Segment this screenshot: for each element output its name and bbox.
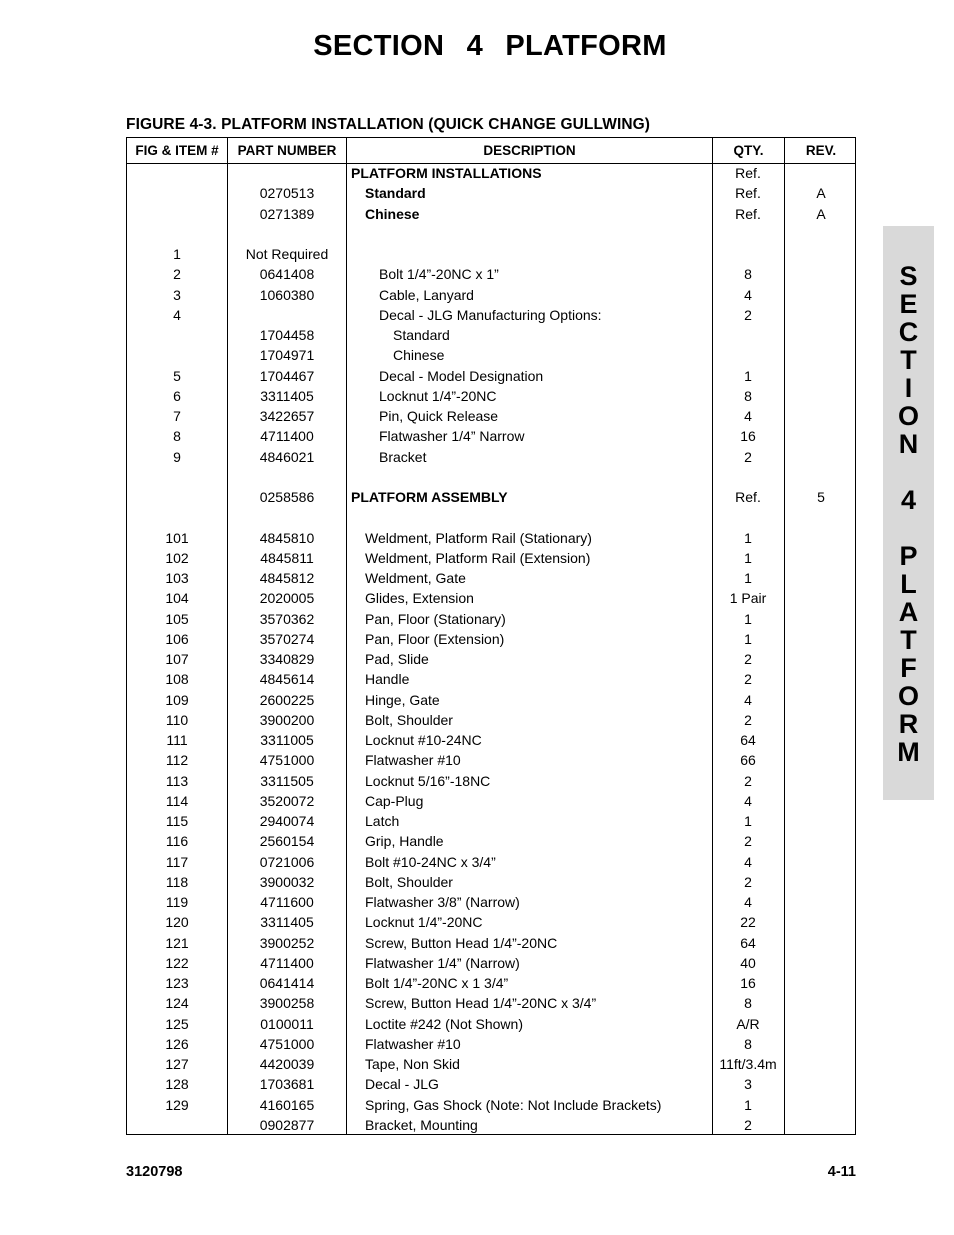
table-row xyxy=(127,224,855,244)
description-cell: Weldment, Gate xyxy=(365,570,466,586)
description-cell: Flatwasher #10 xyxy=(365,1035,461,1052)
description-cell: Locknut #10-24NC xyxy=(365,732,482,748)
part-number-cell: 3311405 xyxy=(260,387,314,404)
description-cell: Locknut 1/4”-20NC xyxy=(365,914,483,931)
fig-item-cell: 125 xyxy=(165,1015,189,1032)
part-number-cell: 4845812 xyxy=(259,570,315,586)
side-tab-letter: E xyxy=(899,289,918,319)
part-number-cell: 0270513 xyxy=(259,185,315,202)
description-cell: Decal - Model Designation xyxy=(379,367,544,384)
table-row xyxy=(127,973,855,993)
table-row xyxy=(127,892,855,912)
part-number-cell: 3570362 xyxy=(259,610,315,627)
fig-item-cell: 111 xyxy=(166,732,188,748)
qty-cell: 11ft/3.4m xyxy=(719,1056,777,1072)
side-tab-letter xyxy=(883,514,934,542)
parts-table xyxy=(126,137,856,1135)
table-row xyxy=(127,852,855,872)
side-tab-letter: T xyxy=(900,345,917,375)
table-row xyxy=(127,406,855,426)
table-row xyxy=(127,1074,855,1094)
side-tab-letter: C xyxy=(898,317,919,347)
description-cell: Grip, Handle xyxy=(365,833,444,850)
part-number-cell: 4846021 xyxy=(259,448,315,465)
description-cell: Bolt, Shoulder xyxy=(365,873,453,890)
qty-cell: 1 xyxy=(744,570,752,586)
table-row xyxy=(127,568,855,588)
fig-item-cell: 102 xyxy=(165,549,189,566)
side-tab-letter: F xyxy=(900,653,917,683)
qty-cell: 16 xyxy=(740,428,756,445)
fig-item-cell: 106 xyxy=(165,630,189,647)
description-cell: Pin, Quick Release xyxy=(379,408,499,424)
part-number-cell: 4711400 xyxy=(260,428,314,445)
fig-item-cell: 7 xyxy=(173,408,181,424)
table-row xyxy=(127,467,855,487)
description-cell: Screw, Button Head 1/4”-20NC xyxy=(365,934,558,951)
side-tab-letter: O xyxy=(897,681,919,711)
qty-cell: 2 xyxy=(744,833,752,850)
header-rev: REV. xyxy=(805,143,837,158)
qty-cell: 2 xyxy=(744,1116,752,1133)
table-row xyxy=(127,1115,855,1135)
fig-item-cell: 6 xyxy=(173,387,181,404)
side-tab-letter xyxy=(883,458,934,486)
side-tab-letters xyxy=(883,262,934,766)
part-number-cell: 4420039 xyxy=(259,1056,315,1072)
description-cell: Locknut 1/4”-20NC xyxy=(379,387,497,404)
part-number-cell: 0902877 xyxy=(259,1116,315,1133)
description-cell: Standard xyxy=(393,327,450,343)
qty-cell: 3 xyxy=(744,1076,752,1093)
fig-item-cell: 127 xyxy=(165,1056,189,1072)
side-tab-letter: L xyxy=(900,569,917,599)
description-cell: Bracket, Mounting xyxy=(365,1116,478,1133)
qty-cell: 2 xyxy=(744,651,752,667)
qty-cell: 4 xyxy=(744,853,752,870)
qty-cell: 1 xyxy=(744,549,752,566)
part-number-cell: 3900032 xyxy=(259,873,315,890)
fig-item-cell: 119 xyxy=(165,894,189,910)
part-number-cell: 4845614 xyxy=(259,671,315,688)
part-number-cell: 1704458 xyxy=(259,327,315,343)
fig-item-cell: 3 xyxy=(173,286,181,303)
fig-item-cell: 103 xyxy=(165,570,189,586)
part-number-cell: 2020005 xyxy=(259,590,315,607)
table-row xyxy=(127,285,855,305)
table-row xyxy=(127,588,855,608)
table-row xyxy=(127,264,855,284)
description-cell: Hinge, Gate xyxy=(365,691,440,708)
description-cell: Pan, Floor (Stationary) xyxy=(365,610,506,627)
fig-item-cell: 101 xyxy=(165,529,189,546)
fig-item-cell: 4 xyxy=(173,306,181,323)
table-row xyxy=(127,730,855,750)
fig-item-cell: 115 xyxy=(165,813,189,829)
description-cell: Decal - JLG Manufacturing Options: xyxy=(379,306,602,323)
rev-cell: A xyxy=(816,185,826,202)
side-tab-letter: A xyxy=(898,597,919,627)
table-row xyxy=(127,710,855,730)
table-row xyxy=(127,1034,855,1054)
part-number-cell: 3340829 xyxy=(259,651,315,667)
qty-cell: Ref. xyxy=(735,185,761,202)
table-row xyxy=(127,933,855,953)
description-cell: Tape, Non Skid xyxy=(365,1056,460,1072)
part-number-cell: 1704971 xyxy=(259,347,315,364)
part-number-cell: 4711600 xyxy=(260,894,314,910)
table-row xyxy=(127,183,855,203)
description-cell: Latch xyxy=(365,813,400,829)
description-cell: PLATFORM INSTALLATIONS xyxy=(351,165,542,181)
description-cell: Weldment, Platform Rail (Stationary) xyxy=(365,529,592,546)
fig-item-cell: 120 xyxy=(165,914,189,931)
qty-cell: 4 xyxy=(744,286,752,303)
rev-cell: A xyxy=(816,205,826,222)
qty-cell: 64 xyxy=(740,934,756,951)
qty-cell: 2 xyxy=(744,772,752,789)
table-row xyxy=(127,426,855,446)
fig-item-cell: 5 xyxy=(173,367,181,384)
description-cell: Standard xyxy=(365,185,426,202)
description-cell: Flatwasher 1/4” Narrow xyxy=(379,428,525,445)
document-number: 3120798 xyxy=(126,1164,183,1180)
description-cell: PLATFORM ASSEMBLY xyxy=(351,489,508,505)
table-row xyxy=(127,386,855,406)
description-cell: Pan, Floor (Extension) xyxy=(365,630,505,647)
qty-cell: 1 Pair xyxy=(729,590,767,607)
qty-cell: Ref. xyxy=(735,489,761,505)
qty-cell: 4 xyxy=(744,894,752,910)
fig-item-cell: 123 xyxy=(165,975,189,991)
part-number-cell: 4845811 xyxy=(260,549,314,566)
fig-item-cell: 104 xyxy=(165,590,189,607)
part-number-cell: 3311505 xyxy=(260,772,314,789)
table-row xyxy=(127,1014,855,1034)
table-row xyxy=(127,447,855,467)
fig-item-cell: 107 xyxy=(165,651,189,667)
part-number-cell: 4845810 xyxy=(259,529,315,546)
description-cell: Cap-Plug xyxy=(365,792,424,809)
table-row xyxy=(127,831,855,851)
description-cell: Locknut 5/16”-18NC xyxy=(365,772,491,789)
fig-item-cell: 9 xyxy=(173,448,181,465)
table-row xyxy=(127,244,855,264)
part-number-cell: 4751000 xyxy=(259,1035,315,1052)
part-number-cell: 1703681 xyxy=(259,1076,315,1093)
table-row xyxy=(127,993,855,1013)
description-cell: Chinese xyxy=(365,205,420,222)
qty-cell: Ref. xyxy=(735,205,761,222)
fig-item-cell: 128 xyxy=(165,1076,189,1093)
table-row xyxy=(127,771,855,791)
qty-cell: 40 xyxy=(740,954,756,971)
part-number-cell: 3900200 xyxy=(259,711,315,728)
description-cell: Spring, Gas Shock (Note: Not Include Brackets) xyxy=(365,1096,662,1113)
section-title: SECTION 4 PLATFORM xyxy=(313,30,667,62)
qty-cell: 1 xyxy=(744,630,752,647)
description-cell: Decal - JLG xyxy=(365,1076,439,1093)
header-description: DESCRIPTION xyxy=(483,143,576,158)
part-number-cell: Not Required xyxy=(245,246,329,262)
fig-item-cell: 113 xyxy=(165,772,189,789)
side-tab-letter: R xyxy=(898,709,919,739)
qty-cell: 8 xyxy=(744,995,752,1012)
side-tab-letter: I xyxy=(904,373,913,403)
part-number-cell: 4711400 xyxy=(260,954,314,971)
table-row xyxy=(127,629,855,649)
description-cell: Flatwasher 3/8” (Narrow) xyxy=(365,894,520,910)
qty-cell: 8 xyxy=(744,1035,752,1052)
table-row xyxy=(127,345,855,365)
qty-cell: 16 xyxy=(740,975,756,991)
side-tab-letter: O xyxy=(897,401,919,431)
table-row xyxy=(127,912,855,932)
description-cell: Screw, Button Head 1/4”-20NC x 3/4” xyxy=(365,995,597,1012)
qty-cell: 1 xyxy=(744,529,752,546)
header-part-number: PART NUMBER xyxy=(237,143,337,158)
qty-cell: 1 xyxy=(744,367,752,384)
fig-item-cell: 118 xyxy=(165,873,189,890)
qty-cell: 2 xyxy=(744,448,752,465)
qty-cell: A/R xyxy=(736,1015,760,1032)
qty-cell: 1 xyxy=(744,610,752,627)
table-row xyxy=(127,649,855,669)
rev-cell: 5 xyxy=(817,489,825,505)
part-number-cell: 0721006 xyxy=(259,853,315,870)
description-cell: Cable, Lanyard xyxy=(379,286,474,303)
part-number-cell: 3422657 xyxy=(259,408,315,424)
part-number-cell: 2600225 xyxy=(259,691,315,708)
qty-cell: 4 xyxy=(744,792,752,809)
description-cell: Loctite #242 (Not Shown) xyxy=(365,1015,523,1032)
description-cell: Bolt #10-24NC x 3/4” xyxy=(365,853,496,870)
table-row xyxy=(127,690,855,710)
qty-cell: 2 xyxy=(744,306,752,323)
table-row xyxy=(127,953,855,973)
table-row xyxy=(127,791,855,811)
table-row xyxy=(127,528,855,548)
part-number-cell: 3311005 xyxy=(260,732,314,748)
qty-cell: 4 xyxy=(744,691,752,708)
part-number-cell: 1704467 xyxy=(259,367,315,384)
fig-item-cell: 8 xyxy=(173,428,181,445)
fig-item-cell: 2 xyxy=(173,266,181,283)
part-number-cell: 0258586 xyxy=(259,489,315,505)
description-cell: Pad, Slide xyxy=(365,651,429,667)
side-tab-letter: 4 xyxy=(900,485,917,515)
table-row xyxy=(127,669,855,689)
description-cell: Weldment, Platform Rail (Extension) xyxy=(365,549,591,566)
part-number-cell: 4751000 xyxy=(259,752,315,769)
part-number-cell: 3311405 xyxy=(260,914,314,931)
table-row xyxy=(127,1095,855,1115)
header-qty: QTY. xyxy=(733,143,764,158)
qty-cell: 22 xyxy=(740,914,756,931)
part-number-cell: 3570274 xyxy=(259,630,315,647)
qty-cell: 8 xyxy=(744,387,752,404)
fig-item-cell: 126 xyxy=(165,1035,189,1052)
figure-title: FIGURE 4-3. PLATFORM INSTALLATION (QUICK CHANGE GULLWING) xyxy=(126,116,651,133)
fig-item-cell: 122 xyxy=(165,954,189,971)
description-cell: Chinese xyxy=(393,347,445,364)
table-row xyxy=(127,305,855,325)
part-number-cell: 0641414 xyxy=(259,975,315,991)
table-row xyxy=(127,163,855,183)
part-number-cell: 4160165 xyxy=(259,1096,315,1113)
description-cell: Glides, Extension xyxy=(365,590,474,607)
section-side-tab xyxy=(883,226,934,800)
description-cell: Handle xyxy=(365,671,410,688)
qty-cell: 2 xyxy=(744,671,752,688)
part-number-cell: 2560154 xyxy=(259,833,315,850)
qty-cell: 8 xyxy=(744,266,752,283)
part-number-cell: 0271389 xyxy=(259,205,315,222)
fig-item-cell: 105 xyxy=(165,610,189,627)
fig-item-cell: 109 xyxy=(165,691,189,708)
side-tab-letter: M xyxy=(897,737,920,767)
part-number-cell: 3900252 xyxy=(259,934,315,951)
side-tab-letter: T xyxy=(900,625,917,655)
part-number-cell: 2940074 xyxy=(259,813,315,829)
description-cell: Bolt, Shoulder xyxy=(365,711,453,728)
table-row xyxy=(127,325,855,345)
fig-item-cell: 108 xyxy=(165,671,189,688)
fig-item-cell: 117 xyxy=(165,853,189,870)
description-cell: Flatwasher 1/4” (Narrow) xyxy=(365,954,520,971)
fig-item-cell: 1 xyxy=(173,246,181,262)
fig-item-cell: 114 xyxy=(165,792,189,809)
table-row xyxy=(127,1054,855,1074)
description-cell: Flatwasher #10 xyxy=(365,752,461,769)
fig-item-cell: 129 xyxy=(165,1096,189,1113)
table-row xyxy=(127,507,855,527)
header-fig-item: FIG & ITEM # xyxy=(135,143,219,158)
qty-cell: 66 xyxy=(740,752,756,769)
fig-item-cell: 124 xyxy=(165,995,189,1012)
fig-item-cell: 121 xyxy=(165,934,189,951)
fig-item-cell: 116 xyxy=(165,833,189,850)
part-number-cell: 0100011 xyxy=(260,1015,314,1032)
part-number-cell: 3520072 xyxy=(259,792,315,809)
page-number: 4-11 xyxy=(827,1164,856,1180)
part-number-cell: 1060380 xyxy=(259,286,315,303)
table-row xyxy=(127,872,855,892)
qty-cell: 2 xyxy=(744,711,752,728)
table-row xyxy=(127,811,855,831)
qty-cell: 2 xyxy=(744,873,752,890)
description-cell: Bracket xyxy=(379,448,427,465)
qty-cell: 64 xyxy=(740,732,756,748)
fig-item-cell: 110 xyxy=(165,711,189,728)
description-cell: Bolt 1/4”-20NC x 1” xyxy=(379,266,499,283)
table-row xyxy=(127,750,855,770)
part-number-cell: 0641408 xyxy=(259,266,315,283)
table-row xyxy=(127,366,855,386)
qty-cell: 4 xyxy=(744,408,752,424)
qty-cell: 1 xyxy=(744,813,752,829)
table-row xyxy=(127,548,855,568)
table-row xyxy=(127,609,855,629)
side-tab-letter: N xyxy=(898,429,919,459)
side-tab-letter: S xyxy=(899,261,918,291)
table-row xyxy=(127,204,855,224)
description-cell: Bolt 1/4”-20NC x 1 3/4” xyxy=(365,975,509,991)
table-row xyxy=(127,487,855,507)
side-tab-letter: P xyxy=(899,541,918,571)
qty-cell: 1 xyxy=(744,1096,752,1113)
fig-item-cell: 112 xyxy=(165,752,189,769)
qty-cell: Ref. xyxy=(735,165,761,181)
part-number-cell: 3900258 xyxy=(259,995,315,1012)
